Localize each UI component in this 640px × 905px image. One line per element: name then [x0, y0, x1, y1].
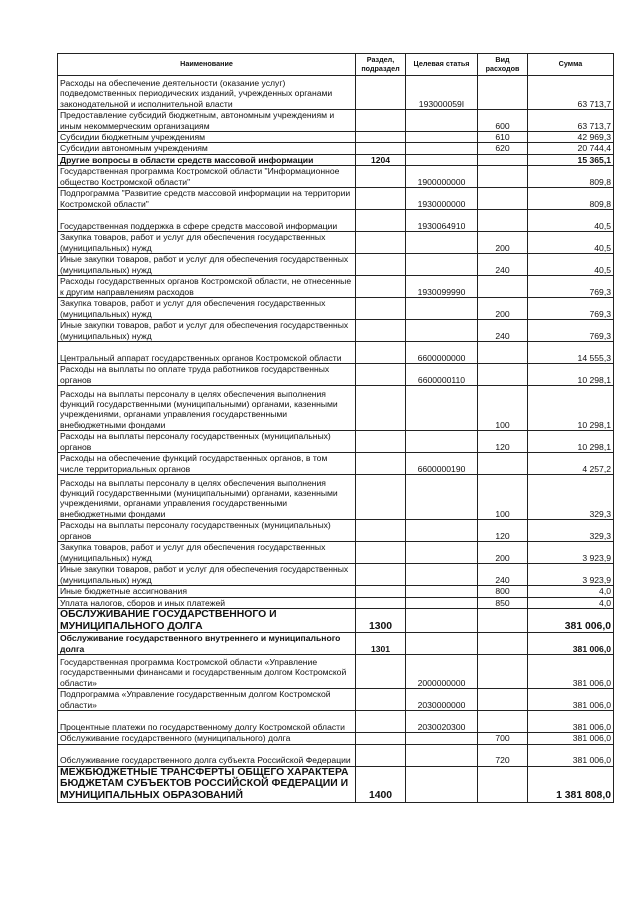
cell-sum: 10 298,1 [528, 386, 614, 431]
cell-sum: 809,8 [528, 188, 614, 210]
cell-sum: 10 298,1 [528, 364, 614, 386]
cell-name: Центральный аппарат государственных органов Костромской области [58, 342, 356, 364]
table-row [58, 166, 614, 188]
cell-section [356, 110, 406, 132]
table-row [58, 597, 614, 608]
table-row [58, 733, 614, 744]
cell-kind: 100 [478, 475, 528, 520]
cell-kind [478, 210, 528, 232]
table-row [58, 711, 614, 733]
cell-kind: 120 [478, 431, 528, 453]
cell-section [356, 276, 406, 298]
header-article: Целевая статья [406, 54, 478, 76]
cell-section [356, 711, 406, 733]
cell-sum: 63 713,7 [528, 110, 614, 132]
cell-name: Расходы на обеспечение деятельности (оказание услуг) подведомственных периодических изданий, учрежденных органами законодательной и исполнительной власти [58, 76, 356, 110]
cell-article [406, 132, 478, 143]
cell-sum: 809,8 [528, 166, 614, 188]
cell-section [356, 586, 406, 597]
table-row [58, 744, 614, 766]
table-row [58, 766, 614, 802]
cell-article: 2030020300 [406, 711, 478, 733]
table-row [58, 386, 614, 431]
cell-article [406, 154, 478, 165]
cell-kind: 700 [478, 733, 528, 744]
cell-kind [478, 609, 528, 633]
table-row [58, 254, 614, 276]
cell-article [406, 320, 478, 342]
cell-kind [478, 276, 528, 298]
cell-article [406, 520, 478, 542]
table-row [58, 453, 614, 475]
cell-article [406, 586, 478, 597]
cell-article [406, 542, 478, 564]
cell-kind: 240 [478, 254, 528, 276]
table-row [58, 110, 614, 132]
table-row [58, 342, 614, 364]
cell-article [406, 386, 478, 431]
cell-name: Подпрограмма "Развитие средств массовой информации на территории Костромской области" [58, 188, 356, 210]
cell-article [406, 298, 478, 320]
cell-section [356, 364, 406, 386]
cell-sum: 769,3 [528, 320, 614, 342]
cell-name: Расходы на обеспечение функций государственных органов, в том числе территориальных органов [58, 453, 356, 475]
cell-name: Государственная поддержка в сфере средств массовой информации [58, 210, 356, 232]
cell-name: МЕЖБЮДЖЕТНЫЕ ТРАНСФЕРТЫ ОБЩЕГО ХАРАКТЕРА БЮДЖЕТАМ СУБЪЕКТОВ РОССИЙСКОЙ ФЕДЕРАЦИИ И МУНИЦИПАЛЬНЫХ ОБРАЗОВАНИЙ [58, 766, 356, 802]
cell-article: 1930099990 [406, 276, 478, 298]
cell-kind [478, 689, 528, 711]
cell-section [356, 76, 406, 110]
cell-kind [478, 166, 528, 188]
cell-sum: 381 006,0 [528, 744, 614, 766]
cell-article [406, 143, 478, 154]
cell-name: Закупка товаров, работ и услуг для обеспечения государственных (муниципальных) нужд [58, 232, 356, 254]
cell-article: 6600000000 [406, 342, 478, 364]
table-row [58, 431, 614, 453]
cell-kind [478, 342, 528, 364]
table-row [58, 655, 614, 689]
table-row [58, 320, 614, 342]
cell-section [356, 254, 406, 276]
cell-article [406, 597, 478, 608]
cell-section [356, 542, 406, 564]
cell-kind [478, 766, 528, 802]
cell-article: 193000059I [406, 76, 478, 110]
cell-name: Другие вопросы в области средств массовой информации [58, 154, 356, 165]
cell-kind [478, 633, 528, 655]
cell-name: Расходы на выплаты персоналу в целях обеспечения выполнения функций государственными (муниципальными) органами, казенными учреждениями, органами управления государственными внебюджетными фондами [58, 386, 356, 431]
cell-name: Процентные платежи по государственному долгу Костромской области [58, 711, 356, 733]
cell-kind: 610 [478, 132, 528, 143]
cell-name: Государственная программа Костромской области «Управление государственными финансами и государственным долгом Костромской области» [58, 655, 356, 689]
cell-name: Иные бюджетные ассигнования [58, 586, 356, 597]
cell-section [356, 689, 406, 711]
cell-kind: 240 [478, 320, 528, 342]
cell-sum: 381 006,0 [528, 655, 614, 689]
cell-sum: 10 298,1 [528, 431, 614, 453]
cell-article: 2000000000 [406, 655, 478, 689]
cell-kind: 620 [478, 143, 528, 154]
table-row [58, 520, 614, 542]
cell-article: 6600000190 [406, 453, 478, 475]
header-section: Раздел, подраздел [356, 54, 406, 76]
cell-sum: 381 006,0 [528, 711, 614, 733]
cell-sum: 3 923,9 [528, 542, 614, 564]
table-row [58, 364, 614, 386]
cell-kind [478, 154, 528, 165]
table-row [58, 564, 614, 586]
cell-section [356, 166, 406, 188]
cell-kind: 720 [478, 744, 528, 766]
cell-section [356, 132, 406, 143]
cell-kind [478, 655, 528, 689]
table-row [58, 188, 614, 210]
cell-name: Предоставление субсидий бюджетным, автономным учреждениям и иным некоммерческим организациям [58, 110, 356, 132]
cell-name: Подпрограмма «Управление государственным долгом Костромской области» [58, 689, 356, 711]
header-name: Наименование [58, 54, 356, 76]
cell-name: Обслуживание государственного долга субъекта Российской Федерации [58, 744, 356, 766]
cell-sum: 769,3 [528, 298, 614, 320]
cell-article [406, 254, 478, 276]
cell-section [356, 564, 406, 586]
cell-sum: 4,0 [528, 597, 614, 608]
table-header-row [58, 54, 614, 76]
cell-sum: 4,0 [528, 586, 614, 597]
cell-name: Иные закупки товаров, работ и услуг для обеспечения государственных (муниципальных) нужд [58, 320, 356, 342]
cell-article [406, 633, 478, 655]
cell-section [356, 342, 406, 364]
cell-sum: 63 713,7 [528, 76, 614, 110]
cell-name: Уплата налогов, сборов и иных платежей [58, 597, 356, 608]
cell-sum: 40,5 [528, 232, 614, 254]
cell-sum: 1 381 808,0 [528, 766, 614, 802]
cell-section [356, 744, 406, 766]
cell-section [356, 655, 406, 689]
table-row [58, 143, 614, 154]
table-row [58, 633, 614, 655]
cell-sum: 381 006,0 [528, 633, 614, 655]
table-body [58, 76, 614, 803]
cell-article [406, 733, 478, 744]
cell-kind: 200 [478, 542, 528, 564]
cell-section [356, 386, 406, 431]
cell-section: 1300 [356, 609, 406, 633]
table-row [58, 276, 614, 298]
table-row [58, 132, 614, 143]
cell-name: Расходы государственных органов Костромской области, не отнесенные к другим направлениям расходов [58, 276, 356, 298]
cell-name: Закупка товаров, работ и услуг для обеспечения государственных (муниципальных) нужд [58, 542, 356, 564]
cell-section [356, 320, 406, 342]
cell-kind: 800 [478, 586, 528, 597]
table-row [58, 475, 614, 520]
table-row [58, 298, 614, 320]
cell-sum: 14 555,3 [528, 342, 614, 364]
cell-article [406, 744, 478, 766]
cell-kind [478, 188, 528, 210]
cell-sum: 329,3 [528, 475, 614, 520]
cell-sum: 42 969,3 [528, 132, 614, 143]
cell-article: 6600000110 [406, 364, 478, 386]
cell-article [406, 564, 478, 586]
table-row [58, 689, 614, 711]
table-row [58, 542, 614, 564]
cell-article [406, 110, 478, 132]
cell-kind: 120 [478, 520, 528, 542]
cell-article [406, 431, 478, 453]
cell-section [356, 232, 406, 254]
cell-article: 1930064910 [406, 210, 478, 232]
cell-kind: 240 [478, 564, 528, 586]
cell-section [356, 210, 406, 232]
cell-article: 2030000000 [406, 689, 478, 711]
cell-name: Субсидии автономным учреждениям [58, 143, 356, 154]
cell-kind [478, 711, 528, 733]
cell-sum: 4 257,2 [528, 453, 614, 475]
cell-name: Расходы на выплаты персоналу государственных (муниципальных) органов [58, 520, 356, 542]
cell-section [356, 597, 406, 608]
cell-sum: 381 006,0 [528, 609, 614, 633]
budget-table [57, 53, 614, 803]
cell-kind [478, 364, 528, 386]
cell-name: Обслуживание государственного внутреннего и муниципального долга [58, 633, 356, 655]
cell-kind: 850 [478, 597, 528, 608]
table-row [58, 609, 614, 633]
table-row [58, 232, 614, 254]
header-sum: Сумма [528, 54, 614, 76]
cell-sum: 20 744,4 [528, 143, 614, 154]
cell-name: Обслуживание государственного (муниципального) долга [58, 733, 356, 744]
cell-name: Расходы на выплаты персоналу государственных (муниципальных) органов [58, 431, 356, 453]
cell-section [356, 453, 406, 475]
cell-article [406, 609, 478, 633]
cell-article [406, 475, 478, 520]
cell-sum: 381 006,0 [528, 733, 614, 744]
cell-section [356, 475, 406, 520]
cell-name: Закупка товаров, работ и услуг для обеспечения государственных (муниципальных) нужд [58, 298, 356, 320]
cell-section: 1400 [356, 766, 406, 802]
cell-kind [478, 76, 528, 110]
cell-article [406, 232, 478, 254]
cell-article: 1900000000 [406, 166, 478, 188]
cell-sum: 40,5 [528, 210, 614, 232]
cell-name: Иные закупки товаров, работ и услуг для обеспечения государственных (муниципальных) нужд [58, 254, 356, 276]
cell-kind: 200 [478, 232, 528, 254]
cell-section [356, 733, 406, 744]
cell-section [356, 431, 406, 453]
cell-section: 1301 [356, 633, 406, 655]
cell-section [356, 188, 406, 210]
cell-name: Расходы на выплаты по оплате труда работников государственных органов [58, 364, 356, 386]
cell-sum: 769,3 [528, 276, 614, 298]
cell-name: ОБСЛУЖИВАНИЕ ГОСУДАРСТВЕННОГО И МУНИЦИПАЛЬНОГО ДОЛГА [58, 609, 356, 633]
header-kind: Вид расходов [478, 54, 528, 76]
cell-section [356, 298, 406, 320]
cell-sum: 329,3 [528, 520, 614, 542]
cell-sum: 3 923,9 [528, 564, 614, 586]
cell-kind: 100 [478, 386, 528, 431]
table-row [58, 586, 614, 597]
table-row [58, 76, 614, 110]
cell-article [406, 766, 478, 802]
cell-name: Государственная программа Костромской области "Информационное общество Костромской области" [58, 166, 356, 188]
cell-name: Субсидии бюджетным учреждениям [58, 132, 356, 143]
cell-sum: 40,5 [528, 254, 614, 276]
cell-section: 1204 [356, 154, 406, 165]
table-row [58, 154, 614, 165]
cell-article: 1930000000 [406, 188, 478, 210]
cell-sum: 15 365,1 [528, 154, 614, 165]
cell-name: Расходы на выплаты персоналу в целях обеспечения выполнения функций государственными (муниципальными) органами, казенными учреждениями, органами управления государственными внебюджетными фондами [58, 475, 356, 520]
cell-section [356, 520, 406, 542]
cell-kind [478, 453, 528, 475]
table-row [58, 210, 614, 232]
cell-kind: 600 [478, 110, 528, 132]
cell-section [356, 143, 406, 154]
cell-sum: 381 006,0 [528, 689, 614, 711]
cell-kind: 200 [478, 298, 528, 320]
cell-name: Иные закупки товаров, работ и услуг для обеспечения государственных (муниципальных) нужд [58, 564, 356, 586]
